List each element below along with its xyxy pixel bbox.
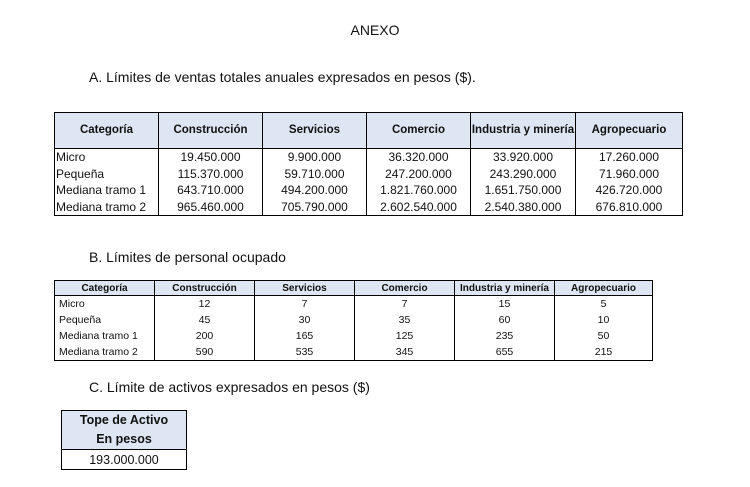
table-cell: 30	[255, 312, 355, 328]
table-row	[55, 166, 683, 183]
sales-limits-table	[54, 112, 683, 216]
table-cell: 71.960.000	[576, 166, 683, 183]
table-cell: Micro	[55, 149, 159, 166]
section-a-heading: A. Límites de ventas totales anuales expresados en pesos ($).	[89, 69, 476, 85]
table-cell: Micro	[55, 296, 155, 313]
table-row	[55, 199, 683, 216]
table-cell: 9.900.000	[263, 149, 367, 166]
table-row	[62, 450, 187, 470]
header-construccion: Construcción	[159, 113, 263, 149]
table-cell: 45	[155, 312, 255, 328]
table-cell: 247.200.000	[367, 166, 471, 183]
table-cell: 345	[355, 344, 455, 361]
personnel-limits-table	[54, 280, 653, 361]
table-cell: 60	[455, 312, 555, 328]
header-categoria: Categoría	[55, 281, 155, 296]
table-row	[55, 182, 683, 199]
table-cell: 590	[155, 344, 255, 361]
table-row	[55, 344, 653, 361]
table-cell: 59.710.000	[263, 166, 367, 183]
table-cell: 2.602.540.000	[367, 199, 471, 216]
table-cell: 705.790.000	[263, 199, 367, 216]
table-cell: 235	[455, 328, 555, 344]
table-cell: 243.290.000	[471, 166, 576, 183]
table-cell: 1.821.760.000	[367, 182, 471, 199]
header-line-2: En pesos	[96, 432, 152, 446]
header-industria-mineria: Industria y minería	[455, 281, 555, 296]
table-header-row	[55, 113, 683, 149]
header-agropecuario: Agropecuario	[555, 281, 653, 296]
table-cell: 7	[355, 296, 455, 313]
table-cell: 7	[255, 296, 355, 313]
table-cell: 12	[155, 296, 255, 313]
table-cell: 965.460.000	[159, 199, 263, 216]
table-cell: 10	[555, 312, 653, 328]
table-row	[55, 149, 683, 166]
table-cell: 19.450.000	[159, 149, 263, 166]
table-row	[55, 312, 653, 328]
table-cell: 33.920.000	[471, 149, 576, 166]
header-servicios: Servicios	[263, 113, 367, 149]
table-cell: 535	[255, 344, 355, 361]
header-agropecuario: Agropecuario	[576, 113, 683, 149]
table-cell: 643.710.000	[159, 182, 263, 199]
table-cell: 494.200.000	[263, 182, 367, 199]
header-comercio: Comercio	[367, 113, 471, 149]
table-cell: Mediana tramo 1	[55, 328, 155, 344]
table-row	[55, 328, 653, 344]
table-cell: 17.260.000	[576, 149, 683, 166]
table-cell: 165	[255, 328, 355, 344]
header-industria-mineria: Industria y minería	[471, 113, 576, 149]
table-cell: 215	[555, 344, 653, 361]
table-header-row	[62, 411, 187, 450]
assets-limit-table	[61, 410, 187, 470]
header-construccion: Construcción	[155, 281, 255, 296]
table-cell: 50	[555, 328, 653, 344]
header-categoria: Categoría	[55, 113, 159, 149]
page-title: ANEXO	[350, 22, 400, 38]
header-comercio: Comercio	[355, 281, 455, 296]
table-cell: 655	[455, 344, 555, 361]
header-tope-activo	[62, 411, 187, 450]
table-cell: Mediana tramo 2	[55, 344, 155, 361]
table-cell: Mediana tramo 1	[55, 182, 159, 199]
table-cell: 426.720.000	[576, 182, 683, 199]
table-cell: 35	[355, 312, 455, 328]
table-cell: 200	[155, 328, 255, 344]
table-cell: 2.540.380.000	[471, 199, 576, 216]
header-servicios: Servicios	[255, 281, 355, 296]
table-cell: 15	[455, 296, 555, 313]
table-cell: Mediana tramo 2	[55, 199, 159, 216]
table-header-row	[55, 281, 653, 296]
table-cell: 36.320.000	[367, 149, 471, 166]
table-cell: 5	[555, 296, 653, 313]
table-row	[55, 296, 653, 313]
table-cell: Pequeña	[55, 312, 155, 328]
section-c-heading: C. Límite de activos expresados en pesos ($)	[89, 379, 370, 395]
table-cell: 125	[355, 328, 455, 344]
table-cell: 115.370.000	[159, 166, 263, 183]
table-cell: 676.810.000	[576, 199, 683, 216]
table-cell: 1.651.750.000	[471, 182, 576, 199]
header-line-1: Tope de Activo	[79, 413, 169, 427]
table-cell: Pequeña	[55, 166, 159, 183]
assets-value-cell: 193.000.000	[62, 450, 187, 470]
section-b-heading: B. Límites de personal ocupado	[89, 249, 286, 265]
